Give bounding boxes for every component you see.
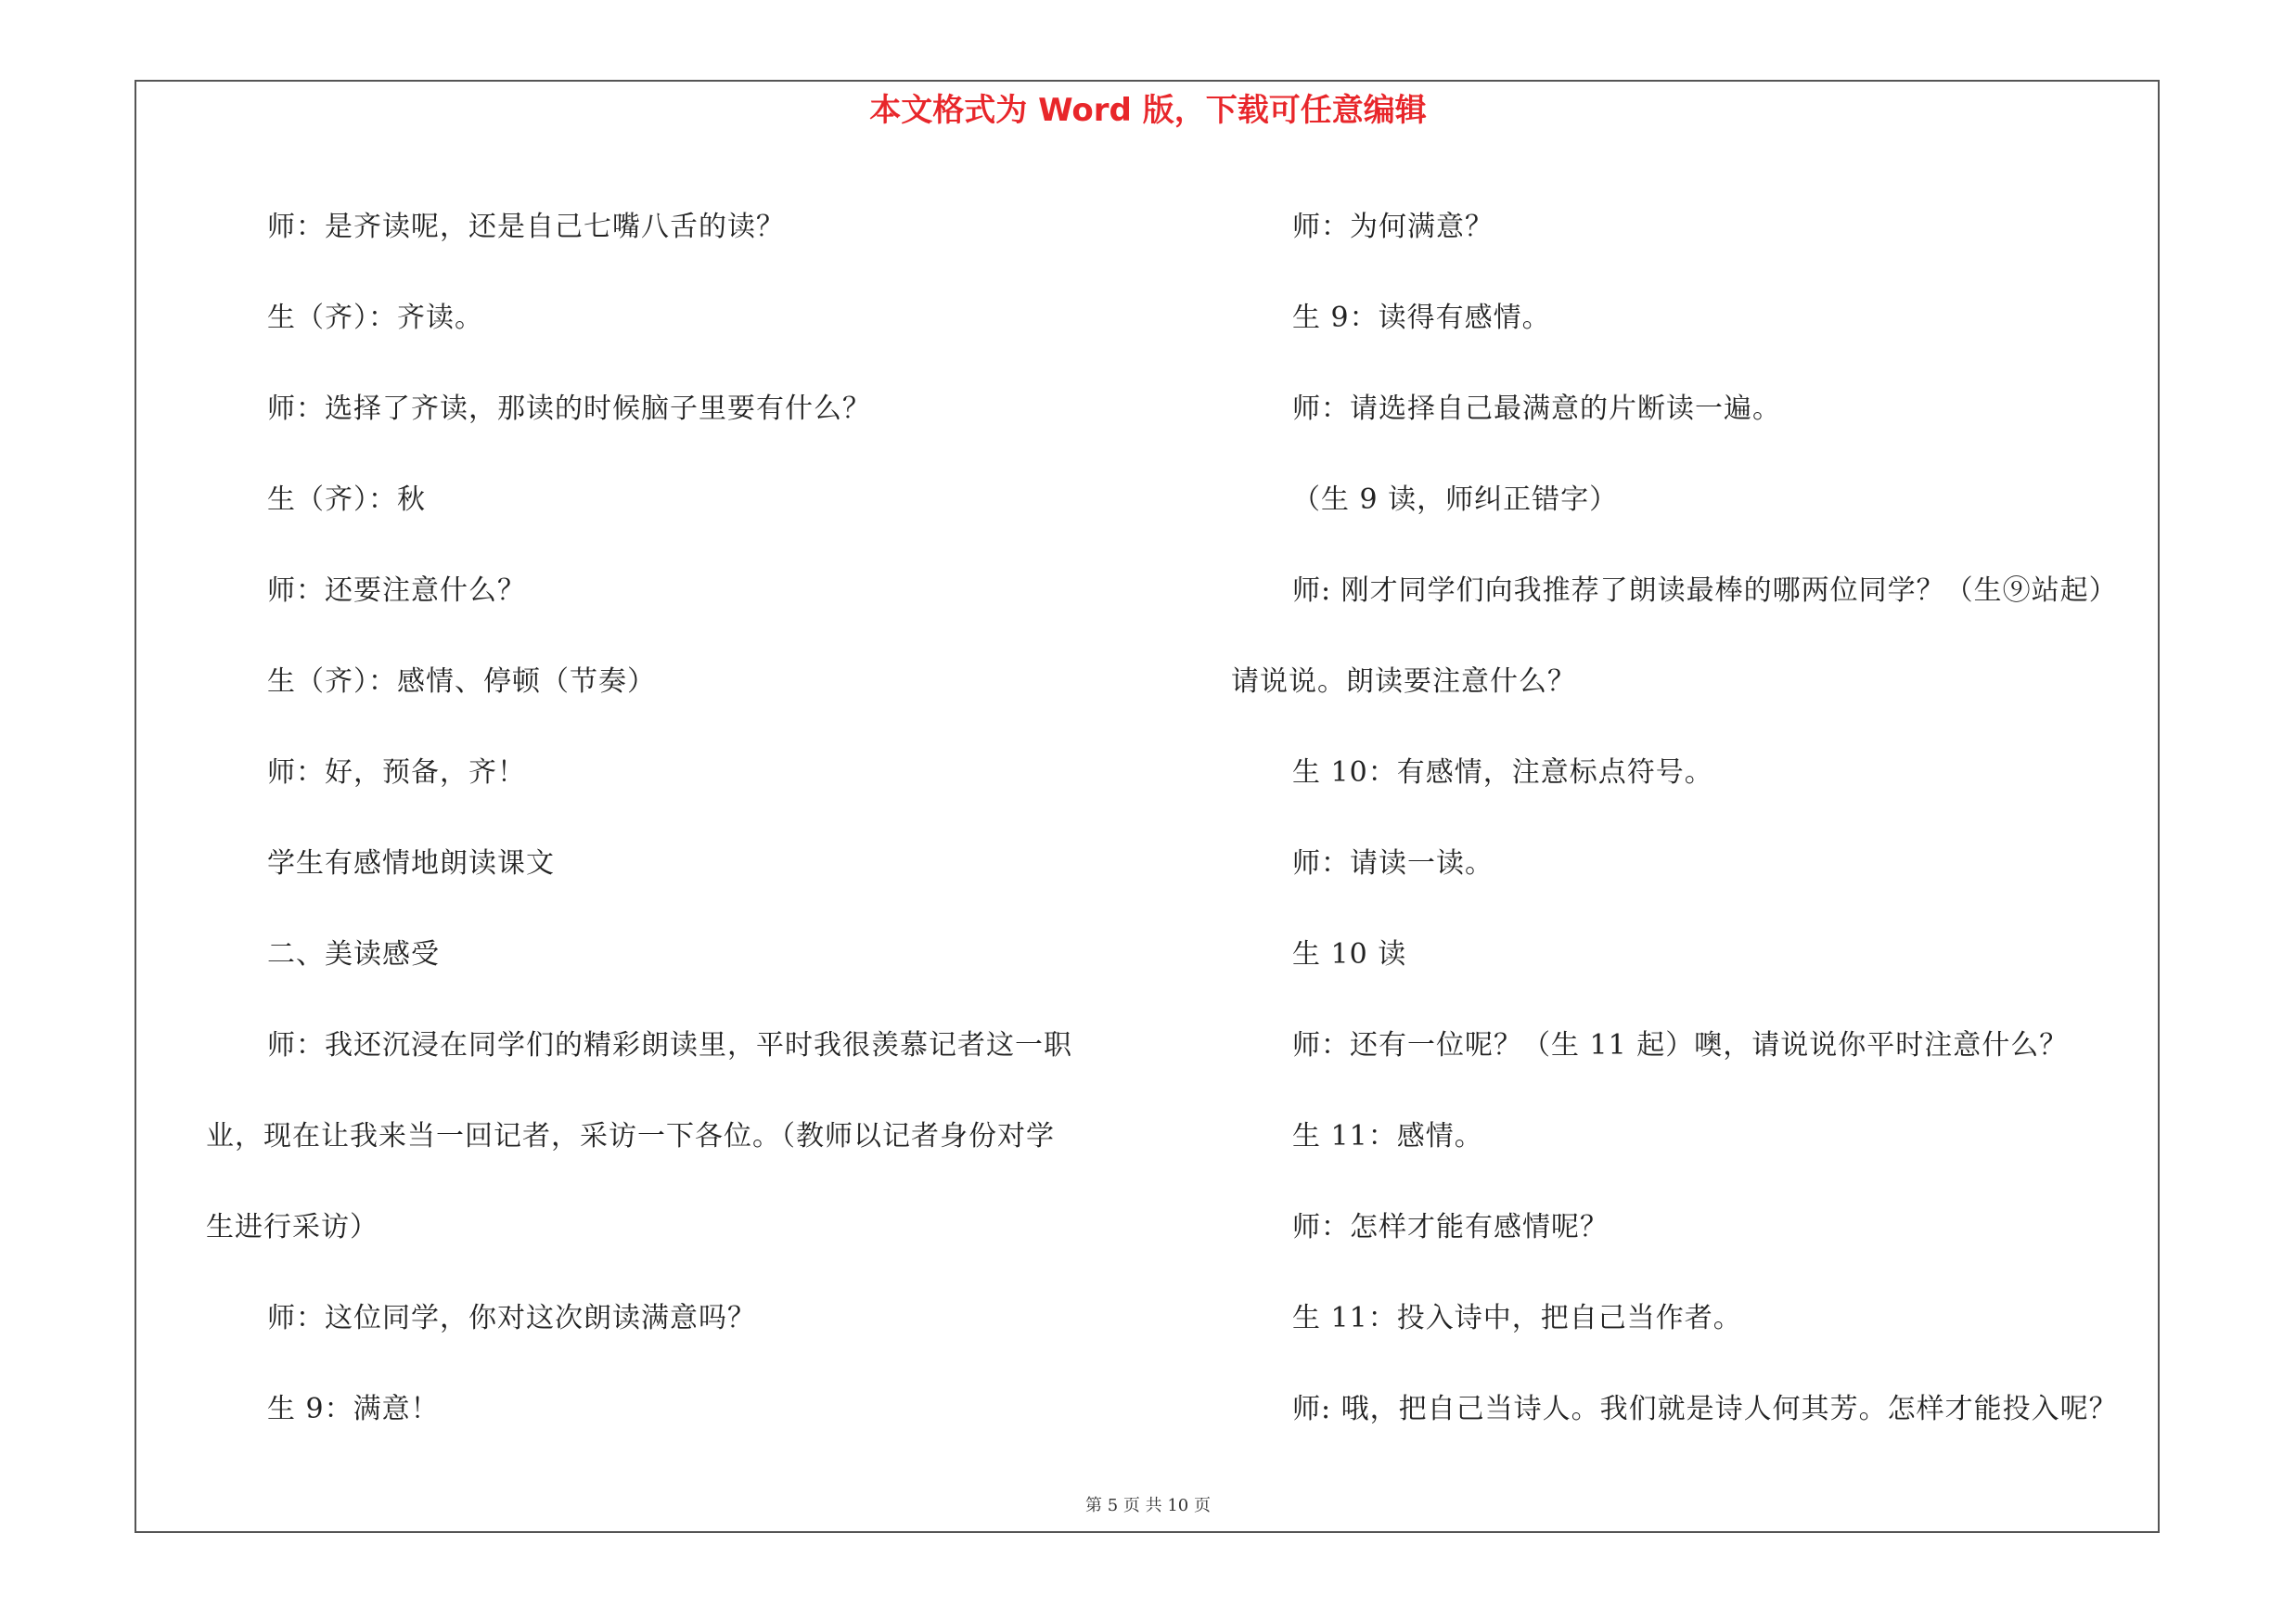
paragraph: 师：我还沉浸在同学们的精彩朗读里，平时我很羡慕记者这一职 (267, 1029, 1072, 1062)
paragraph: 师：还有一位呢？（生 11 起）噢，请说说你平时注意什么？ (1292, 1029, 2069, 1062)
paragraph: 生 11：感情。 (1292, 1120, 1483, 1153)
paragraph: 师：为何满意？ (1292, 211, 1494, 243)
paragraph: 业，现在让我来当一回记者，采访一下各位。（教师以记者身份对学 (206, 1120, 1055, 1153)
paragraph: 请说说。朗读要注意什么？ (1231, 665, 1576, 698)
paragraph: 生（齐）：齐读。 (267, 302, 483, 334)
paragraph: 师：好，预备，齐！ (267, 756, 526, 789)
paragraph: 学生有感情地朗读课文 (267, 847, 555, 880)
paragraph: 生 9：读得有感情。 (1292, 302, 1551, 334)
paragraph: 生 10 读 (1292, 938, 1407, 971)
paragraph: 师：请读一读。 (1292, 847, 1494, 880)
paragraph: 生（齐）：感情、停顿（节奏） (267, 665, 656, 698)
paragraph: 二、美读感受 (267, 938, 440, 971)
paragraph: 生 10：有感情，注意标点符号。 (1292, 756, 1713, 789)
paragraph: 师：怎样才能有感情呢？ (1292, 1211, 1609, 1243)
paragraph: 师: 哦，把自己当诗人。我们就是诗人何其芳。怎样才能投入呢？ (1292, 1393, 2118, 1425)
paragraph: 师：请选择自己最满意的片断读一遍。 (1292, 393, 1781, 425)
paragraph: 师：选择了齐读，那读的时候脑子里要有什么？ (267, 393, 871, 425)
right-column (1231, 182, 2168, 1455)
paragraph: （生 9 读，师纠正错字） (1292, 483, 1619, 516)
left-column (206, 182, 1143, 1455)
paragraph: 生进行采访） (206, 1211, 378, 1243)
header-banner: 本文格式为 Word 版，下载可任意编辑 (869, 92, 1427, 129)
paragraph: 生（齐）：秋 (267, 483, 426, 516)
paragraph: 师：是齐读呢，还是自己七嘴八舌的读？ (267, 211, 785, 243)
paragraph: 生 11：投入诗中，把自己当作者。 (1292, 1302, 1742, 1334)
paragraph: 生 9：满意！ (267, 1393, 440, 1425)
paragraph: 师: 刚才同学们向我推荐了朗读最棒的哪两位同学？（生⑨站起） (1292, 574, 2118, 607)
paragraph: 师：还要注意什么？ (267, 574, 526, 607)
paragraph: 师：这位同学，你对这次朗读满意吗？ (267, 1302, 756, 1334)
page-footer: 第 5 页 共 10 页 (1085, 1496, 1211, 1515)
